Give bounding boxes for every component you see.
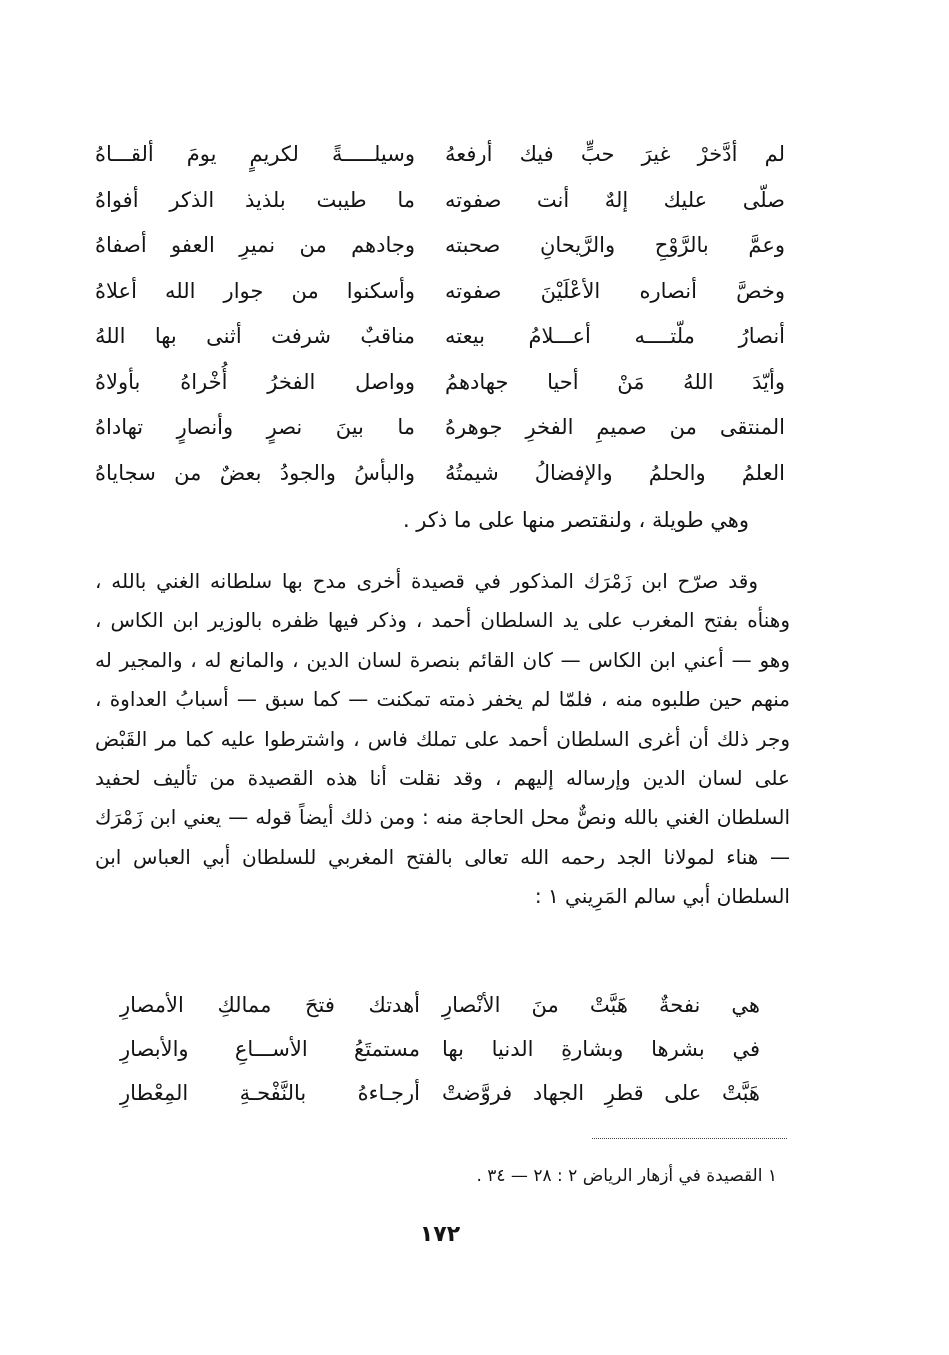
first-hemistich: العلمُ والحلمُ والإفضالُ شيمتُهُ [445,460,785,485]
first-hemistich: وخصَّ أنصاره الأعْلَيْنَ صفوته [445,278,785,303]
poem-top [95,132,785,496]
paragraph-text: وقد صرّح ابن زَمْرَك المذكور في قصيدة أخرى مدح بها سلطانه الغني بالله ، وهنأه بفتح المغرب على يد السلطان أحمد ، وذكر فيها ظفره بالوزير ابن الكاس ، وهو — أعني ابن الكاس — كان القائم بنصرة لسان الدين ، والمانع له ، والمجير له منهم حين طلبوه منه ، فلمّا لم يخفر ذمته تمكنت — كما سبق — أسبابُ العداوة ، وجر ذلك أن أغرى السلطان أحمد على تملك فاس ، واشترطوا عليه كما مر القَبْض على لسان الدين وإرساله إليهم ، وقد نقلت أنا هذه القصيدة من تأليف لحفيد السلطان الغني بالله ونصٌّ محل الحاجة منه : ومن ذلك أيضاً قوله — يعني ابن زَمْرَك — هناء لمولانا الجد رحمه الله تعالى بالفتح المغربي للسلطان أبي العباس ابن السلطان أبي سالم المَرِيني ١ : [95,569,790,909]
second-hemistich: وواصل الفخرُ أُخْراهُ بأولاهُ [95,369,415,394]
poem-bottom [120,983,760,1115]
verse-row [95,132,785,178]
editor-note: وهي طويلة ، ولنقتصر منها على ما ذكر . [402,508,749,532]
verse-row [95,269,785,315]
first-hemistich: هَبَّتْ على قطرِ الجهاد فروَّضتْ [442,1080,760,1105]
second-hemistich: ما بينَ نصرٍ وأنصارٍ تهاداهُ [95,415,415,440]
second-hemistich: مستمتَعُ الأســـاعِ والأبصارِ [120,1036,420,1061]
second-hemistich: ما طيبت بلذيذ الذكر أفواهُ [95,187,415,212]
first-hemistich: في بشرها وبشارةِ الدنيا بها [442,1036,760,1061]
first-hemistich: وعمَّ بالرَّوْحِ والرَّيحانِ صحبته [445,233,785,258]
first-hemistich: المنتقى من صميمِ الفخرِ جوهرهُ [445,415,785,440]
first-hemistich: لم أدَّخرْ غيرَ حبٍّ فيك أرفعهُ [445,142,785,167]
second-hemistich: وسيلـــــةً لكريمٍ يومَ ألقـــاهُ [95,142,415,167]
verse-row [120,983,760,1027]
verse-row [95,451,785,497]
second-hemistich: وجادهم من نميرِ العفو أصفاهُ [95,233,415,258]
verse-row [95,314,785,360]
first-hemistich: وأيّدَ اللهُ مَنْ أحيا جهادهمُ [445,369,785,394]
first-hemistich: صلّى عليك إلهٌ أنت صفوته [445,187,785,212]
first-hemistich: هي نفحةٌ هَبَّتْ منَ الأنْصارِ [442,992,760,1017]
verse-row [120,1027,760,1071]
second-hemistich: والبأسُ والجودُ بعضٌ من سجاياهُ [95,460,415,485]
verse-row [95,223,785,269]
verse-row [95,360,785,406]
footnote-divider [592,1138,787,1139]
verse-row [120,1071,760,1115]
second-hemistich: مناقبٌ شرفت أثنى بها اللهُ [95,324,415,349]
first-hemistich: أنصارُ ملّتــــه أعـــلامُ بيعته [445,324,785,349]
second-hemistich: أهدتك فتحَ ممالكِ الأمصارِ [120,992,420,1017]
verse-row [95,178,785,224]
prose-paragraph [95,562,790,917]
footnote: ١ القصيدة في أزهار الرياض ٢ : ٢٨ — ٣٤ . [476,1166,777,1186]
second-hemistich: أرجـاءهُ بالنَّفْحـةِ المِعْطارِ [120,1080,420,1105]
verse-row [95,405,785,451]
second-hemistich: وأسكنوا من جوار الله أعلاهُ [95,278,415,303]
page-number: ١٧٢ [419,1222,461,1247]
